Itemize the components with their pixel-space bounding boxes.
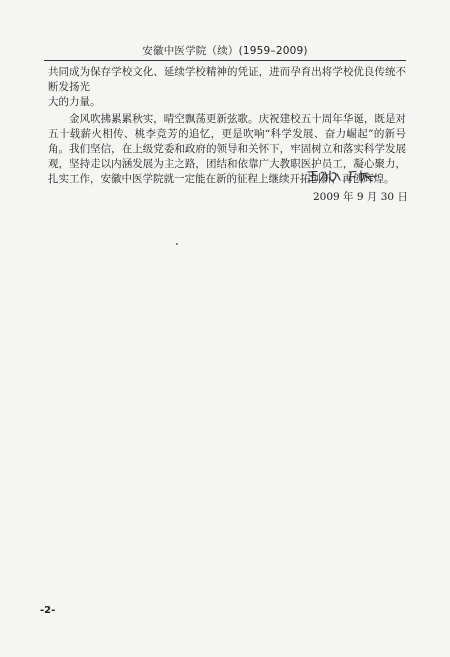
page-number: -2- — [40, 605, 56, 616]
signature-date: 2009 年 9 月 30 日 — [313, 191, 408, 203]
paragraph-2: 金风吹拂累累秋实，晴空飘荡更新弦歌。庆祝建校五十周年华诞，既是对五十载薪火相传、桃李竞芳的追忆，更是吹响“科学发展、奋力崛起”的新号角。我们坚信，在上级党委和政府的领导和关怀下，牢固树立和落实科学发展观，坚持走以内涵发展为主之路，团结和依靠广大教职医护员工，凝心聚力，扎实工作，安徽中医学院就一定能在新的征程上继续开拓创新，再创辉煌。 — [48, 113, 406, 185]
handwritten-signature — [306, 168, 378, 184]
paragraph-1-line-1: 共同成为保存学校文化、延续学校精神的凭证，进而孕育出将学校优良传统不断发扬光 — [48, 66, 406, 93]
paragraph-1-line-2: 大的力量。 — [48, 95, 101, 108]
header-rule — [44, 60, 406, 61]
running-header: 安徽中医学院（续）(1959–2009) — [142, 45, 308, 57]
paragraph-1 — [48, 65, 406, 109]
scan-speck — [176, 243, 178, 245]
